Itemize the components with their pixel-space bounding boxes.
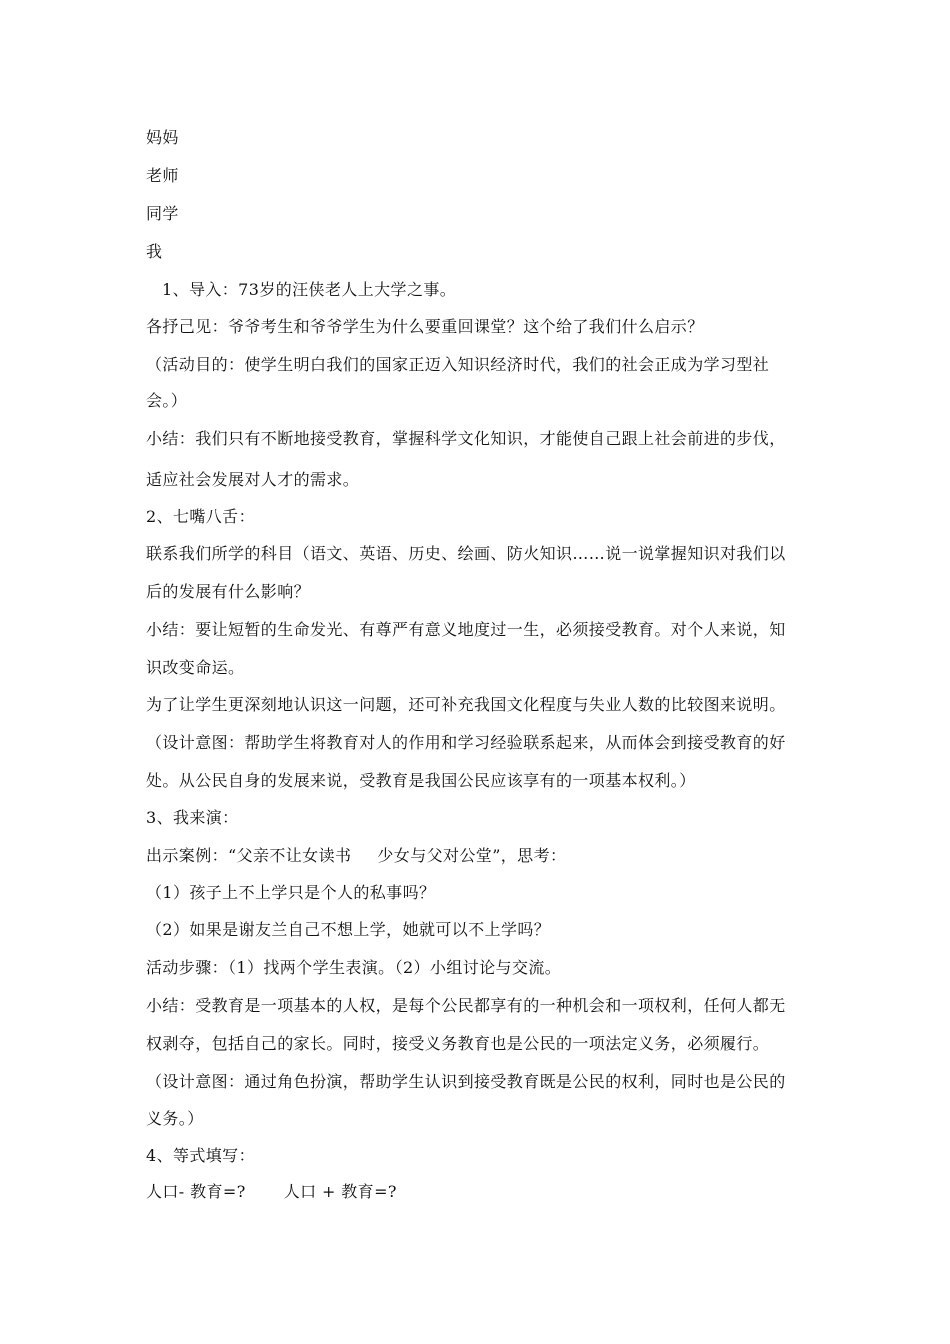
text-line: （1）孩子上不上学只是个人的私事吗？ (146, 883, 436, 902)
text-line: 妈妈 (146, 128, 179, 147)
section-heading: 3、我来演： (146, 808, 239, 827)
text-line: （活动目的：使学生明白我们的国家正迈入知识经济时代，我们的社会正成为学习型社 (146, 355, 770, 374)
text-line (146, 846, 816, 866)
text-line: 义务。） (146, 1109, 204, 1128)
text-line: （设计意图：帮助学生将教育对人的作用和学习经验联系起来，从而体会到接受教育的好 (146, 733, 786, 752)
text-line: 会。） (146, 391, 188, 410)
text-line: 为了让学生更深刻地认识这一问题，还可补充我国文化程度与失业人数的比较图来说明。 (146, 695, 786, 714)
section-heading: 1、导入：73岁的汪侠老人上大学之事。 (162, 280, 457, 299)
text-line: 各抒己见：爷爷考生和爷爷学生为什么要重回课堂？这个给了我们什么启示？ (146, 317, 704, 336)
text-line: 适应社会发展对人才的需求。 (146, 470, 360, 489)
text-line: 联系我们所学的科目（语文、英语、历史、绘画、防火知识……说一说掌握知识对我们以 (146, 544, 786, 563)
text-line: 小结：受教育是一项基本的人权，是每个公民都享有的一种机会和一项权利，任何人都无 (146, 996, 786, 1015)
equation: 人口 + 教育=? (283, 1182, 397, 1201)
text-line: 我 (146, 242, 163, 261)
text-line: （设计意图：通过角色扮演，帮助学生认识到接受教育既是公民的权利，同时也是公民的 (146, 1072, 786, 1091)
text-line: 小结：我们只有不断地接受教育，掌握科学文化知识，才能使自己跟上社会前进的步伐， (146, 429, 786, 448)
text-line: 处。从公民自身的发展来说，受教育是我国公民应该享有的一项基本权利。） (146, 771, 696, 790)
text-line: 后的发展有什么影响？ (146, 582, 311, 601)
text-line: 识改变命运。 (146, 658, 245, 677)
text-line: 权剥夺，包括自己的家长。同时，接受义务教育也是公民的一项法定义务，必须履行。 (146, 1034, 770, 1053)
text-line: 老师 (146, 166, 179, 185)
text-line (146, 1182, 816, 1202)
text-line: 同学 (146, 204, 179, 223)
case-title-part: 出示案例：“父亲不让女读书 (146, 846, 352, 865)
text-line: 活动步骤：（1）找两个学生表演。（2）小组讨论与交流。 (146, 958, 562, 977)
section-heading: 2、七嘴八舌： (146, 507, 255, 526)
case-title-part: 少女与父对公堂”，思考： (377, 846, 567, 865)
equation: 人口- 教育=? (146, 1182, 246, 1201)
text-line: 小结：要让短暂的生命发光、有尊严有意义地度过一生，必须接受教育。对个人来说，知 (146, 620, 786, 639)
section-heading: 4、等式填写： (146, 1146, 255, 1165)
text-line: （2）如果是谢友兰自己不想上学，她就可以不上学吗？ (146, 920, 551, 939)
